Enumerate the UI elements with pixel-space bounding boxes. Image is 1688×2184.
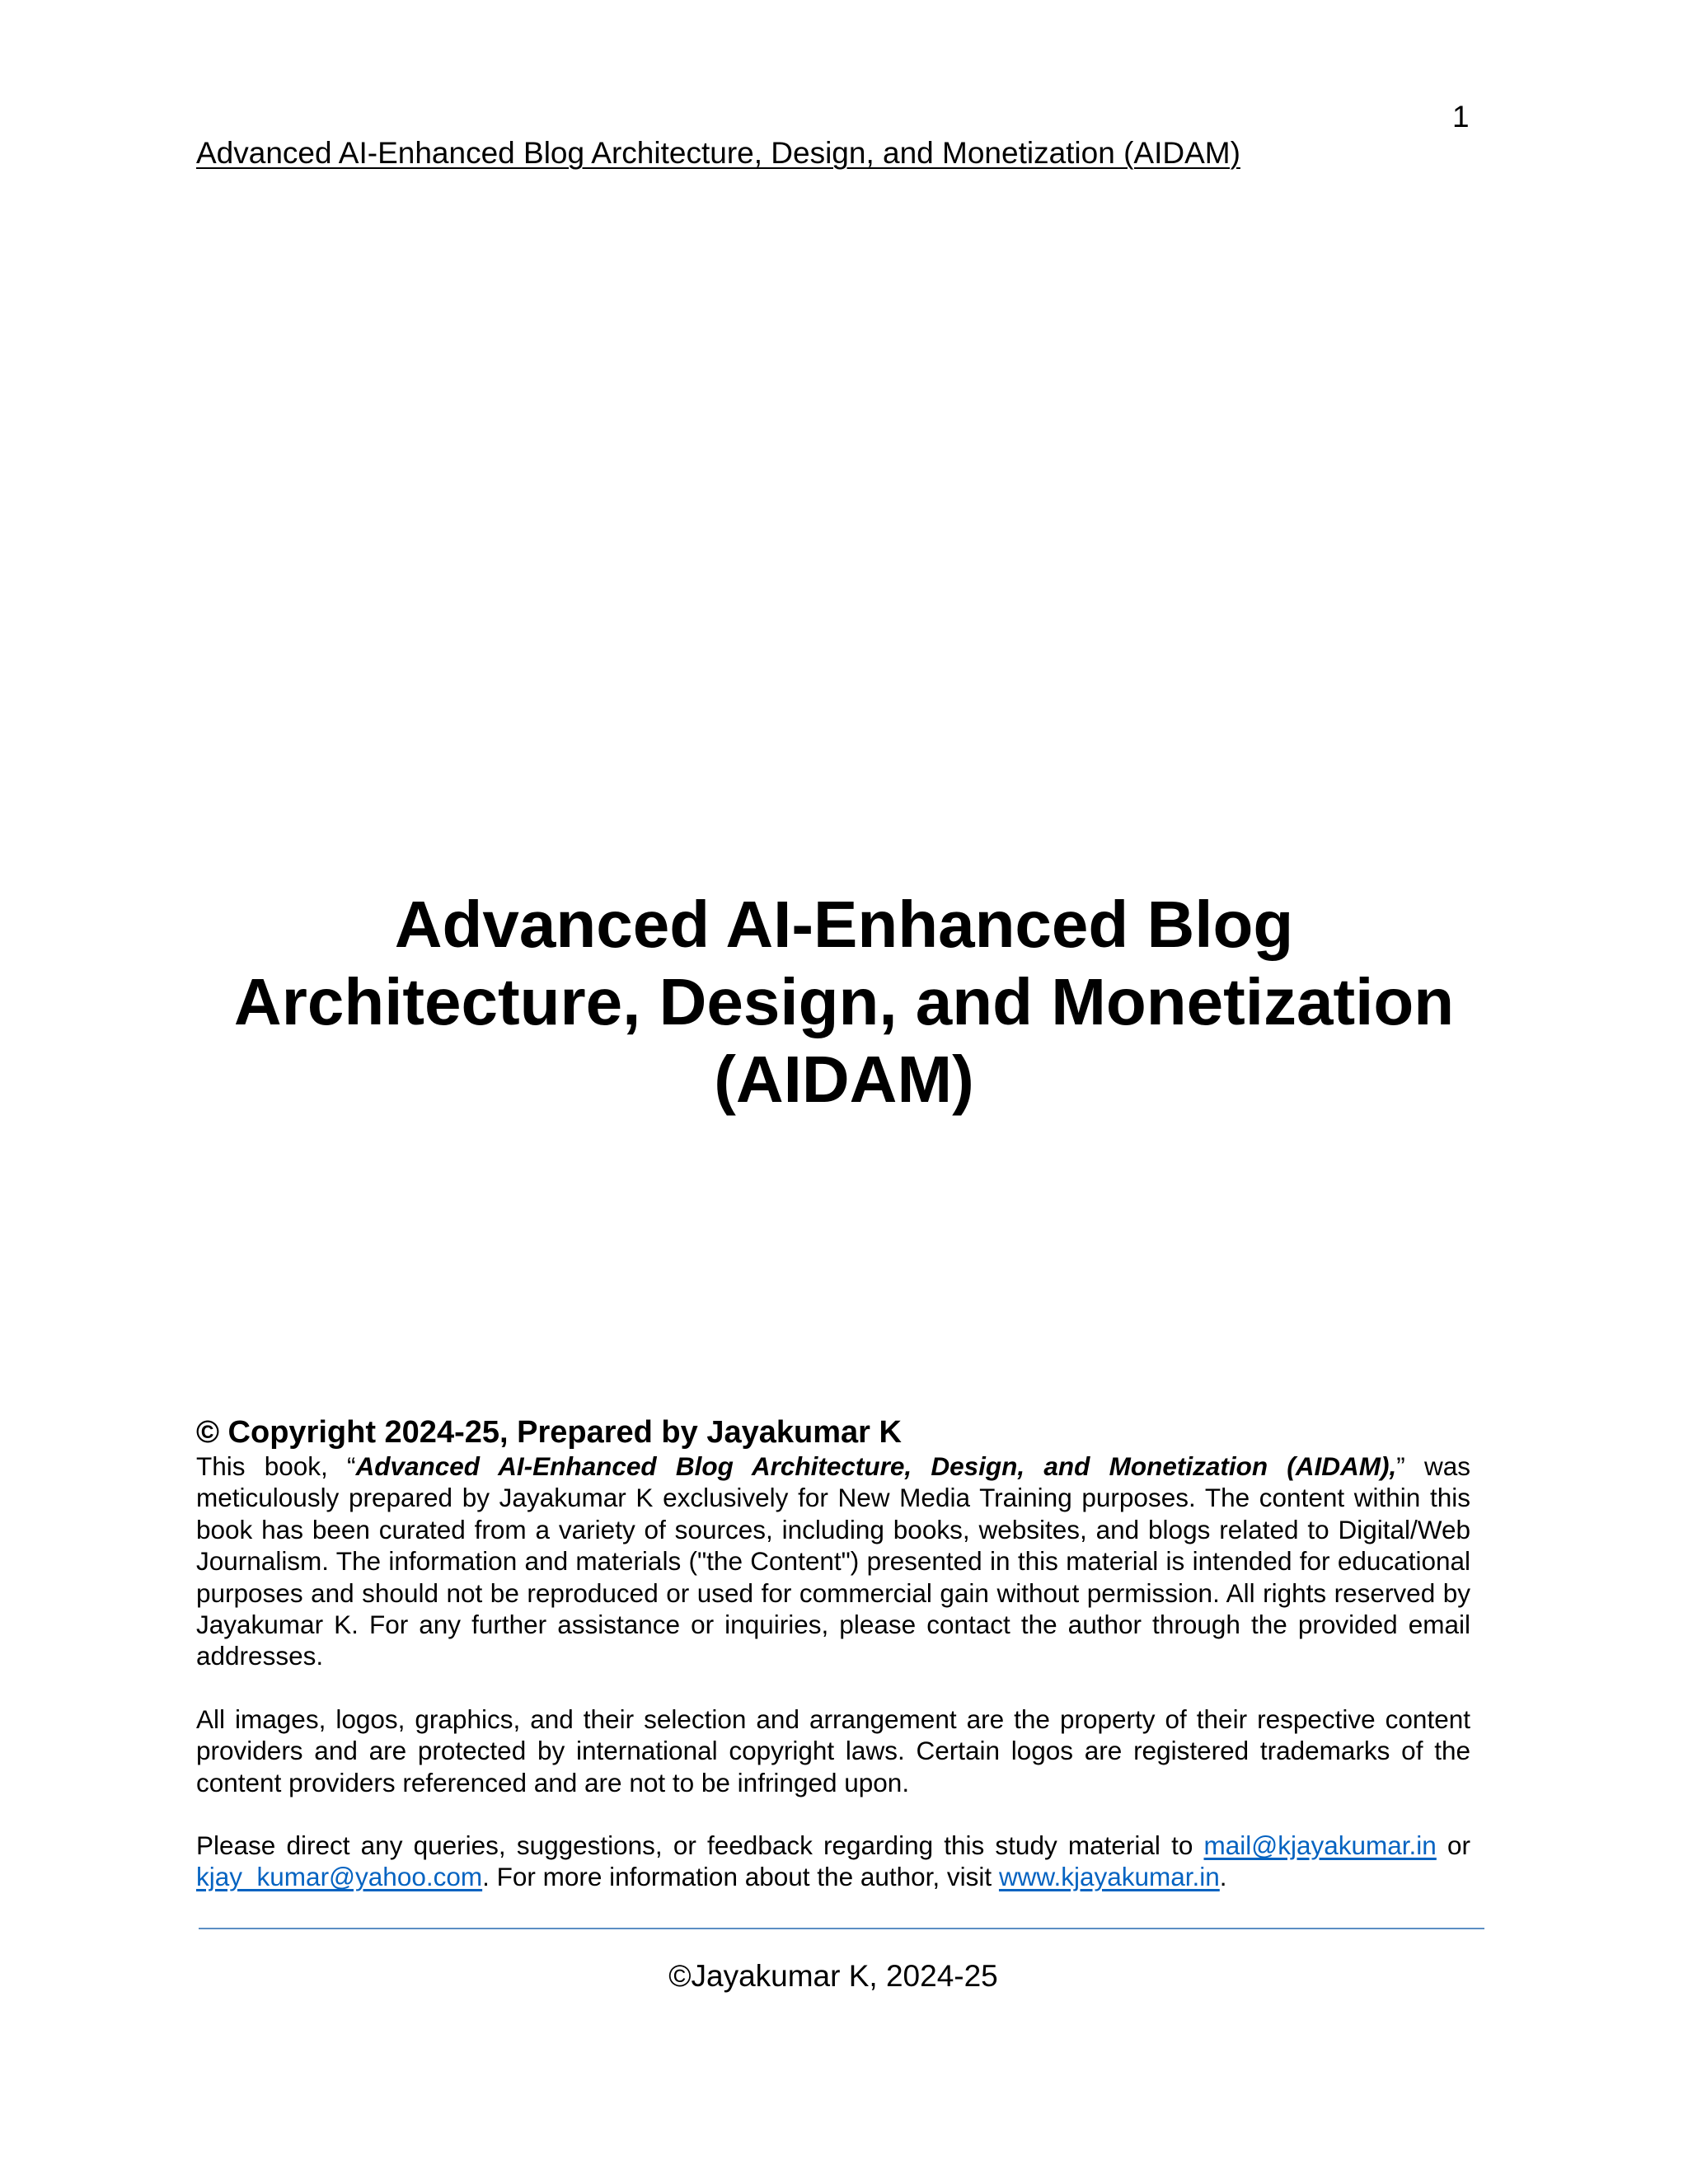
copyright-paragraph-2: All images, logos, graphics, and their selection and arrangement are the property of their respective content providers and are protected by international copyright laws. Certain logos are registered trademarks of the content providers referenced and are not to be infringed upon. [196, 1704, 1470, 1797]
book-title-line-1: Advanced AI-Enhanced Blog [394, 888, 1294, 961]
footer-divider [199, 1928, 1484, 1929]
website-link[interactable]: www.kjayakumar.in [998, 1862, 1220, 1892]
footer-copyright: ©Jayakumar K, 2024-25 [668, 1959, 998, 1993]
contact-intro: Please direct any queries, suggestions, or feedback regarding this study material to [196, 1830, 1204, 1861]
book-title-line-3: (AIDAM) [714, 1043, 974, 1116]
copyright-book-title: Advanced AI-Enhanced Blog Architecture, Design, and Monetization (AIDAM), [355, 1451, 1397, 1481]
copyright-p1-intro: This book, “ [196, 1451, 356, 1481]
contact-end: . [1219, 1862, 1227, 1892]
book-title-line-2: Architecture, Design, and Monetization [233, 965, 1455, 1038]
book-title [165, 886, 1523, 1118]
copyright-section [196, 1414, 1470, 1893]
copyright-paragraph-1 [196, 1451, 1470, 1672]
copyright-p1-body: ” was meticulously prepared by Jayakumar K exclusively for New Media Training purposes. The content within this book has been curated from a variety of sources, including books, websites, and blogs related to Digital/Web Journalism. The information and materials ("the Content") presented in this material is intended for educational purposes and should not be reproduced or used for commercial gain without permission. All rights reserved by Jayakumar K. For any further assistance or inquiries, please contact the author through the provided email addresses. [196, 1451, 1470, 1671]
contact-or: or [1436, 1830, 1470, 1861]
page-number: 1 [1452, 100, 1470, 134]
email-link-primary[interactable]: mail@kjayakumar.in [1203, 1830, 1437, 1861]
copyright-heading: © Copyright 2024-25, Prepared by Jayakumar K [196, 1415, 902, 1450]
contact-more-info: . For more information about the author, visit [482, 1862, 999, 1892]
email-link-secondary[interactable]: kjay_kumar@yahoo.com [196, 1862, 483, 1892]
running-header: Advanced AI-Enhanced Blog Architecture, Design, and Monetization (AIDAM) [196, 136, 1240, 170]
copyright-paragraph-3 [196, 1830, 1470, 1893]
